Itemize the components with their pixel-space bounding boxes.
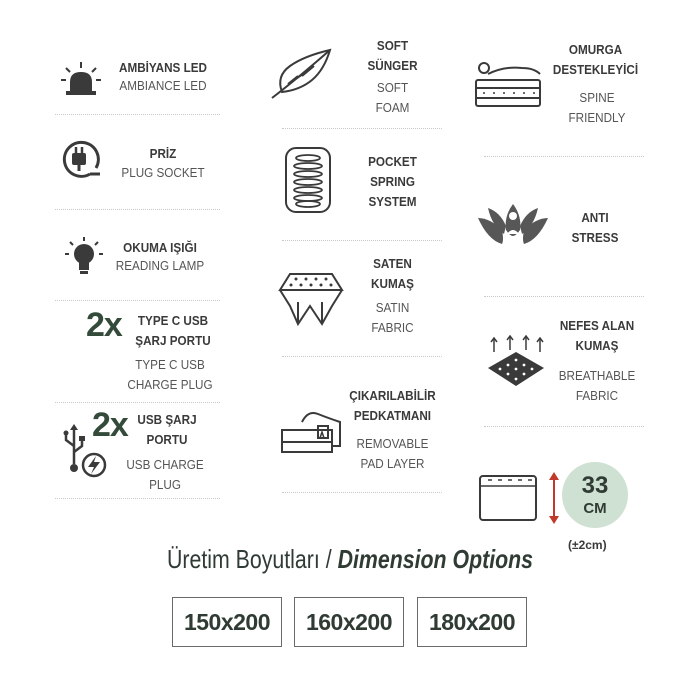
- usb-title: USB ŞARJ PORTU: [137, 412, 197, 447]
- plug-socket-subtitle: PLUG SOCKET: [121, 165, 205, 180]
- divider: [484, 426, 644, 427]
- alarm-light-icon: [60, 60, 102, 96]
- spine-subtitle: SPINE FRIENDLY: [568, 90, 626, 125]
- size-option-150x200[interactable]: 150x200: [172, 597, 282, 647]
- divider: [55, 114, 220, 115]
- dimension-separator: /: [325, 544, 332, 574]
- divider: [484, 296, 644, 297]
- divider: [484, 156, 644, 157]
- ambiance-led-subtitle: AMBIANCE LED: [119, 78, 207, 93]
- pocket-spring-title: POCKET SPRING SYSTEM: [368, 154, 417, 209]
- breathable-title: NEFES ALAN KUMAŞ: [559, 318, 635, 353]
- divider: [55, 300, 220, 301]
- mattress-height-icon: [478, 472, 564, 524]
- size-option-160x200[interactable]: 160x200: [294, 597, 404, 647]
- dimension-heading: [63, 544, 637, 575]
- height-value: 33: [581, 472, 609, 499]
- plug-socket-title: PRİZ: [149, 146, 177, 161]
- divider: [55, 498, 220, 499]
- lotus-meditation-icon: [474, 200, 552, 250]
- type-c-subtitle: TYPE C USB CHARGE PLUG: [127, 357, 213, 392]
- type-c-title: TYPE C USB ŞARJ PORTU: [135, 313, 211, 348]
- spine-mattress-icon: [474, 58, 542, 110]
- breathable-subtitle: BREATHABLE FABRIC: [558, 368, 636, 403]
- divider: [55, 402, 220, 403]
- removable-pad-icon: [278, 408, 348, 458]
- usb-count: 2x: [92, 406, 128, 444]
- power-plug-icon: [60, 138, 102, 180]
- breathable-fabric-icon: [484, 334, 548, 392]
- size-option-180x200[interactable]: 180x200: [417, 597, 527, 647]
- reading-lamp-title: OKUMA IŞIĞI: [123, 240, 197, 255]
- removable-pad-subtitle: REMOVABLE PAD LAYER: [356, 436, 429, 471]
- feather-icon: [268, 46, 334, 102]
- satin-fabric-subtitle: SATIN FABRIC: [371, 300, 414, 335]
- soft-foam-subtitle: SOFT FOAM: [375, 80, 410, 115]
- soft-foam-title: SOFT SÜNGER: [367, 38, 418, 73]
- spring-icon: [284, 146, 332, 214]
- fabric-icon: [276, 266, 346, 328]
- divider: [282, 128, 442, 129]
- ambiance-led-title: AMBİYANS LED: [118, 60, 207, 75]
- dimension-title-tr: Üretim Boyutları: [166, 544, 320, 574]
- spine-title: OMURGA DESTEKLEYİCİ: [552, 42, 639, 77]
- lightbulb-icon: [64, 236, 104, 278]
- height-unit: CM: [583, 500, 607, 517]
- height-tolerance: (±2cm): [568, 538, 607, 552]
- removable-pad-title: ÇIKARILABİLİR PEDKATMANI: [349, 388, 436, 423]
- divider: [282, 240, 442, 241]
- anti-stress-title: ANTI STRESS: [571, 210, 619, 245]
- reading-lamp-subtitle: READING LAMP: [115, 258, 205, 273]
- usb-charge-icon: [58, 424, 108, 480]
- divider: [55, 209, 220, 210]
- divider: [282, 492, 442, 493]
- usb-subtitle: USB CHARGE PLUG: [126, 457, 204, 492]
- height-badge: [562, 462, 628, 528]
- type-c-count: 2x: [86, 306, 122, 344]
- divider: [282, 356, 442, 357]
- satin-fabric-title: SATEN KUMAŞ: [371, 256, 414, 291]
- dimension-title-en: Dimension Options: [337, 544, 534, 574]
